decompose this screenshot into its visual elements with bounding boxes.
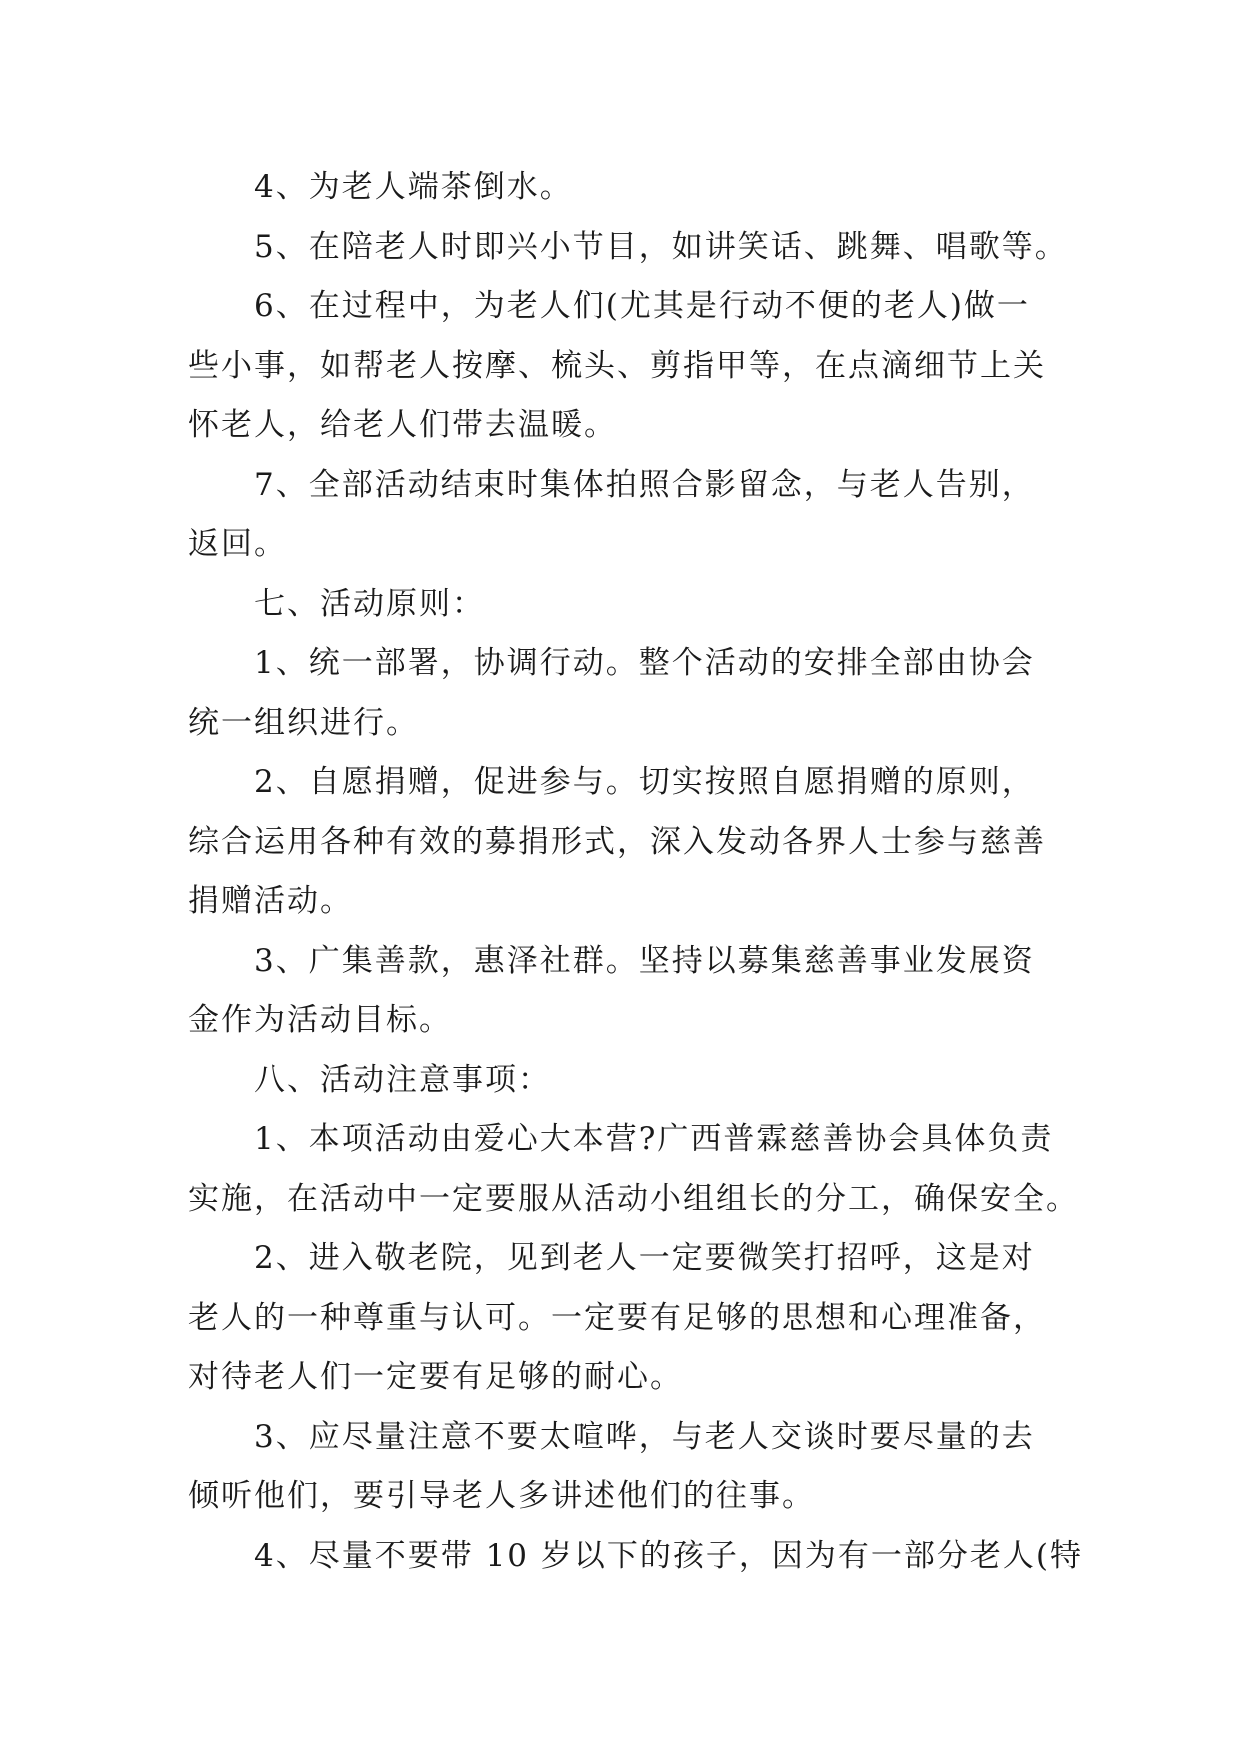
paragraph — [188, 158, 1058, 218]
paragraph-line: 综合运用各种有效的募捐形式，深入发动各界人士参与慈善 — [188, 823, 1046, 860]
paragraph-line: 怀老人，给老人们带去温暖。 — [188, 407, 617, 443]
paragraph — [188, 277, 1058, 456]
paragraph-line: 4、为老人端茶倒水。 — [254, 169, 573, 205]
paragraph — [188, 1408, 1058, 1527]
paragraph-line: 返回。 — [188, 526, 287, 562]
paragraph — [188, 575, 1058, 635]
paragraph-line: 5、在陪老人时即兴小节目，如讲笑话、跳舞、唱歌等。 — [254, 228, 1068, 265]
paragraph-line: 对待老人们一定要有足够的耐心。 — [188, 1359, 683, 1395]
paragraph — [188, 1229, 1058, 1408]
paragraph — [188, 1051, 1058, 1111]
paragraph — [188, 634, 1058, 753]
paragraph-line: 7、全部活动结束时集体拍照合影留念，与老人告别， — [254, 466, 1035, 503]
paragraph — [188, 456, 1058, 575]
paragraph-line: 捐赠活动。 — [188, 883, 353, 919]
paragraph-line: 4、尽量不要带 10 岁以下的孩子，因为有一部分老人(特 — [254, 1537, 1083, 1574]
paragraph — [188, 932, 1058, 1051]
paragraph-line: 老人的一种尊重与认可。一定要有足够的思想和心理准备， — [188, 1299, 1046, 1336]
paragraph-line: 3、应尽量注意不要太喧哗，与老人交谈时要尽量的去 — [254, 1418, 1035, 1455]
paragraph — [188, 218, 1068, 278]
paragraph-line: 3、广集善款，惠泽社群。坚持以募集慈善事业发展资 — [254, 942, 1035, 979]
paragraph — [188, 1527, 1083, 1587]
paragraph-line: 2、自愿捐赠，促进参与。切实按照自愿捐赠的原则， — [254, 764, 1035, 800]
paragraph — [188, 753, 1058, 932]
paragraph-line: 6、在过程中，为老人们(尤其是行动不便的老人)做一 — [254, 288, 1030, 324]
paragraph-line: 些小事，如帮老人按摩、梳头、剪指甲等，在点滴细节上关 — [188, 347, 1046, 384]
paragraph-line: 1、统一部署，协调行动。整个活动的安排全部由协会 — [254, 645, 1035, 681]
paragraph — [188, 1110, 1079, 1229]
paragraph-line: 金作为活动目标。 — [188, 1002, 452, 1038]
document-body — [188, 158, 1083, 1586]
paragraph-line: 八、活动注意事项： — [254, 1061, 551, 1098]
paragraph-line: 1、本项活动由爱心大本营?广西普霖慈善协会具体负责 — [254, 1121, 1054, 1157]
paragraph-line: 七、活动原则： — [254, 585, 485, 622]
paragraph-line: 2、进入敬老院，见到老人一定要微笑打招呼，这是对 — [254, 1240, 1035, 1276]
paragraph-line: 统一组织进行。 — [188, 704, 419, 741]
paragraph-line: 倾听他们，要引导老人多讲述他们的往事。 — [188, 1478, 815, 1514]
paragraph-line: 实施，在活动中一定要服从活动小组组长的分工，确保安全。 — [188, 1180, 1079, 1217]
